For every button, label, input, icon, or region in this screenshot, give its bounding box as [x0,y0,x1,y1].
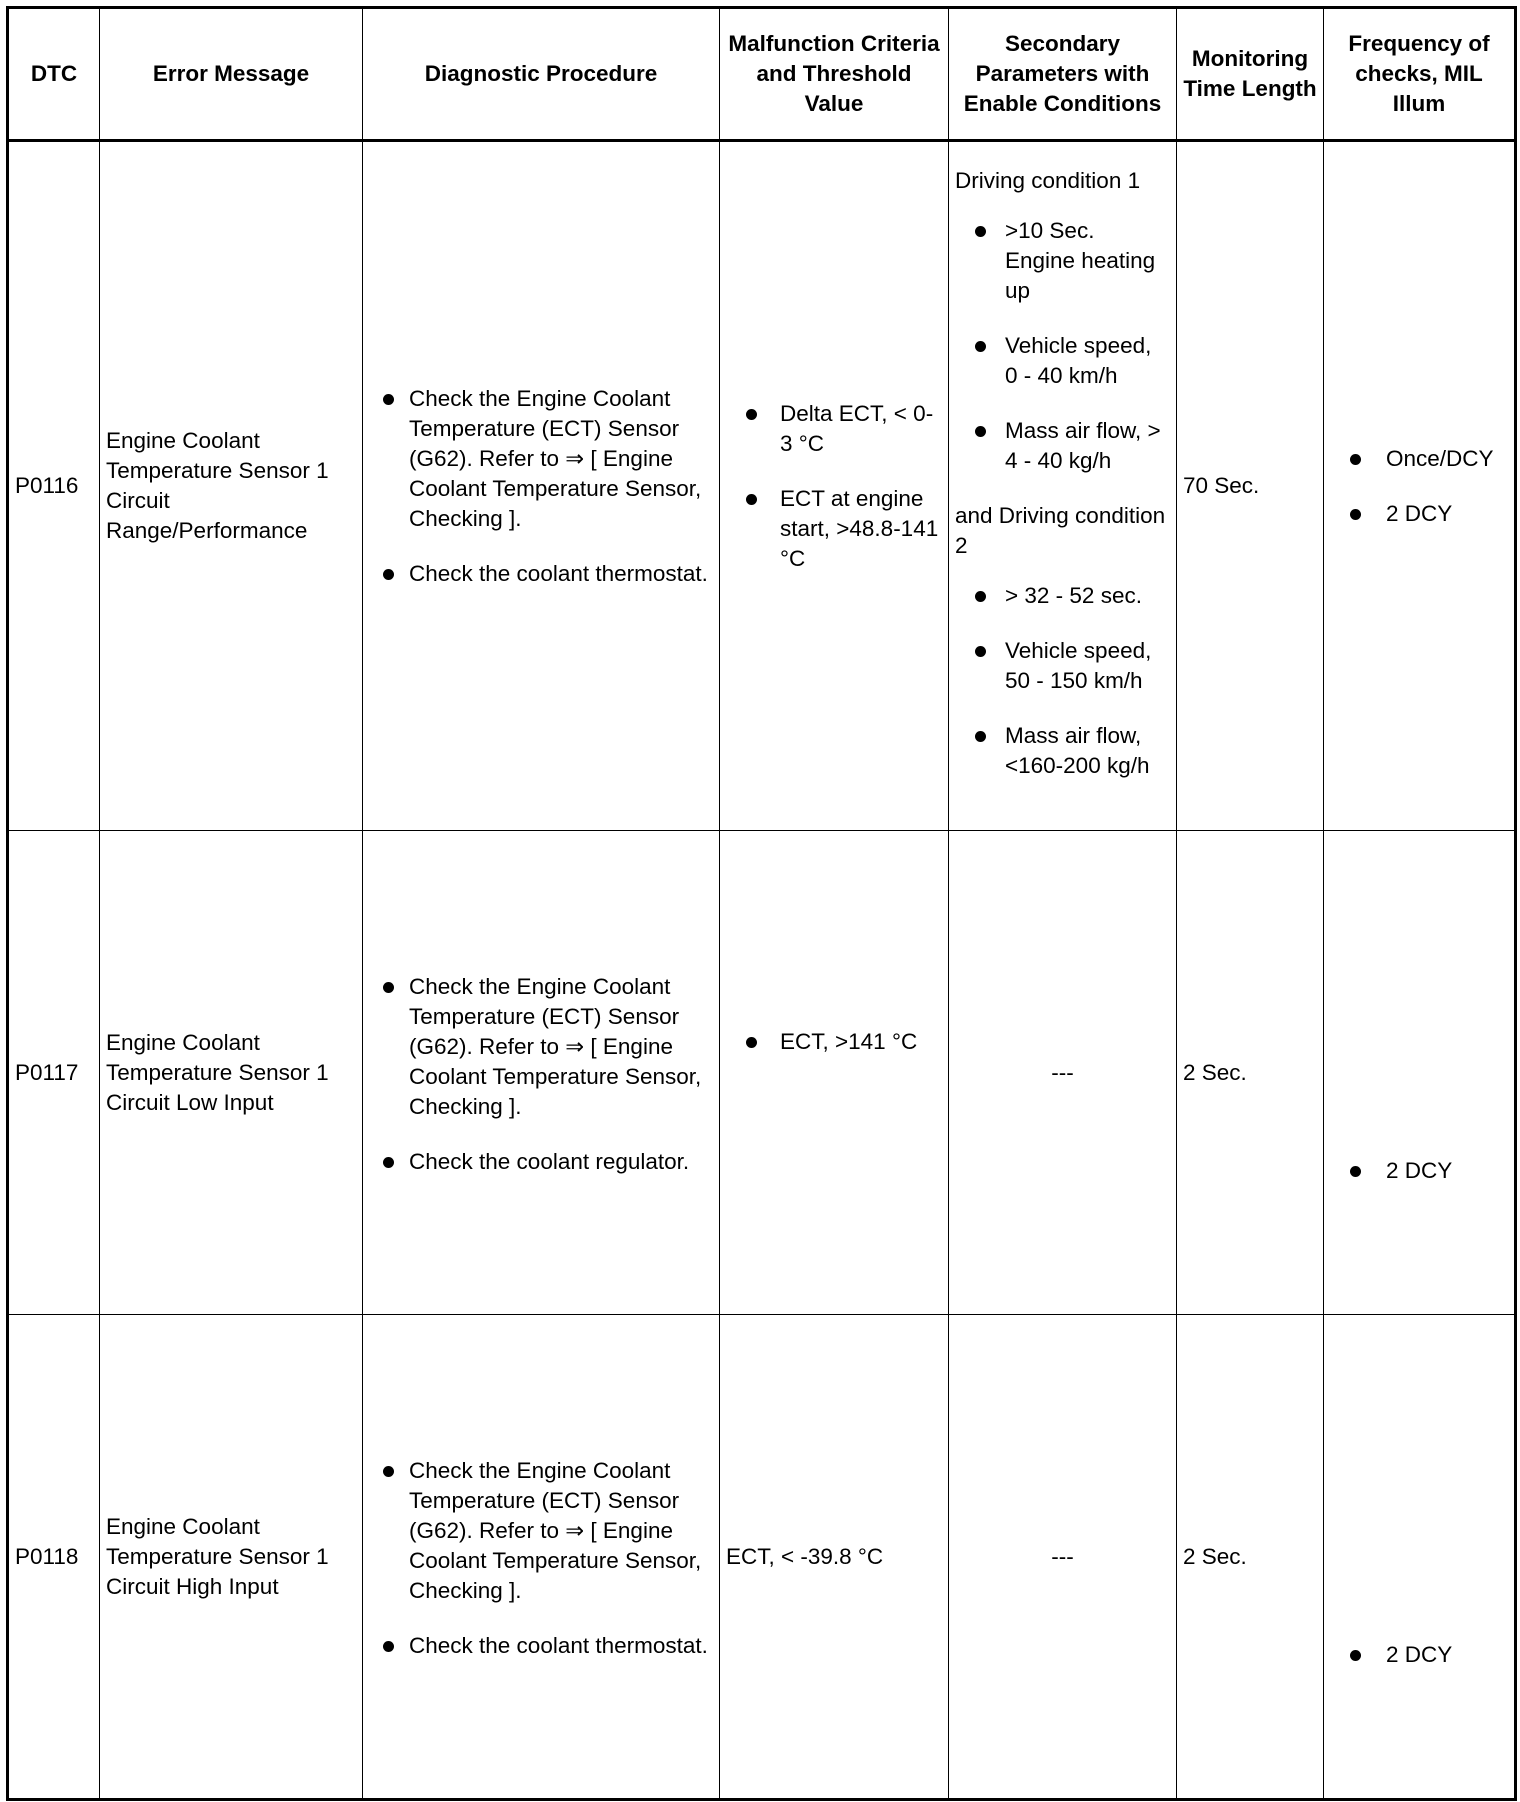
condition-item: >10 Sec. Engine heating up [955,216,1170,306]
table-row [8,141,1516,831]
condition-item: Mass air flow, > 4 - 40 kg/h [955,416,1170,476]
procedure-item: Check the coolant regulator. [369,1147,713,1177]
criteria-item: ECT at engine start, >48.8-141 °C [726,484,942,574]
procedure-item: Check the Engine Coolant Temperature (ECT) Sensor (G62). Refer to ⇒ [ Engine Coolant Temperature Sensor, Checking ]. [369,1456,713,1606]
procedure-item: Check the Engine Coolant Temperature (ECT) Sensor (G62). Refer to ⇒ [ Engine Coolant Temperature Sensor, Checking ]. [369,384,713,534]
malfunction-criteria: ECT, < -39.8 °C [720,1315,949,1800]
malfunction-criteria [720,831,949,1315]
header-monitoring-time: Monitoring Time Length [1177,8,1324,141]
table-row [8,831,1516,1315]
frequency [1324,141,1516,831]
secondary-parameters: --- [949,1315,1177,1800]
driving-condition-1-title: Driving condition 1 [955,168,1141,193]
procedure-item: Check the coolant thermostat. [369,559,713,589]
monitoring-time: 2 Sec. [1177,1315,1324,1800]
driving-condition-2-title: and Driving condition 2 [955,503,1166,558]
header-row [8,8,1516,141]
header-malfunction-criteria: Malfunction Criteria and Threshold Value [720,8,949,141]
dtc-code: P0118 [8,1315,100,1800]
procedure-item: Check the coolant thermostat. [369,1631,713,1661]
criteria-item: ECT, >141 °C [726,1027,942,1057]
procedure-item: Check the Engine Coolant Temperature (ECT) Sensor (G62). Refer to ⇒ [ Engine Coolant Temperature Sensor, Checking ]. [369,972,713,1122]
condition-item: Mass air flow, <160-200 kg/h [955,721,1170,781]
criteria-item: Delta ECT, < 0-3 °C [726,399,942,459]
frequency-item: 2 DCY [1330,1156,1508,1186]
frequency [1324,1315,1516,1800]
condition-item: > 32 - 52 sec. [955,581,1170,611]
error-message: Engine Coolant Temperature Sensor 1 Circuit High Input [100,1315,363,1800]
dtc-code: P0117 [8,831,100,1315]
monitoring-time: 70 Sec. [1177,141,1324,831]
diagnostic-procedure [363,141,720,831]
error-message: Engine Coolant Temperature Sensor 1 Circuit Low Input [100,831,363,1315]
header-dtc: DTC [8,8,100,141]
header-diagnostic-procedure: Diagnostic Procedure [363,8,720,141]
secondary-parameters [949,141,1177,831]
monitoring-time: 2 Sec. [1177,831,1324,1315]
table-row [8,1315,1516,1800]
dtc-code: P0116 [8,141,100,831]
condition-item: Vehicle speed, 50 - 150 km/h [955,636,1170,696]
condition-item: Vehicle speed, 0 - 40 km/h [955,331,1170,391]
secondary-parameters: --- [949,831,1177,1315]
header-frequency: Frequency of checks, MIL Illum [1324,8,1516,141]
malfunction-criteria [720,141,949,831]
diagnostic-procedure [363,831,720,1315]
dtc-table [6,6,1517,1801]
diagnostic-procedure [363,1315,720,1800]
header-error-message: Error Message [100,8,363,141]
error-message: Engine Coolant Temperature Sensor 1 Circuit Range/Performance [100,141,363,831]
header-secondary-parameters: Secondary Parameters with Enable Conditions [949,8,1177,141]
frequency [1324,831,1516,1315]
frequency-item: Once/DCY [1330,444,1508,474]
frequency-item: 2 DCY [1330,1640,1508,1670]
frequency-item: 2 DCY [1330,499,1508,529]
